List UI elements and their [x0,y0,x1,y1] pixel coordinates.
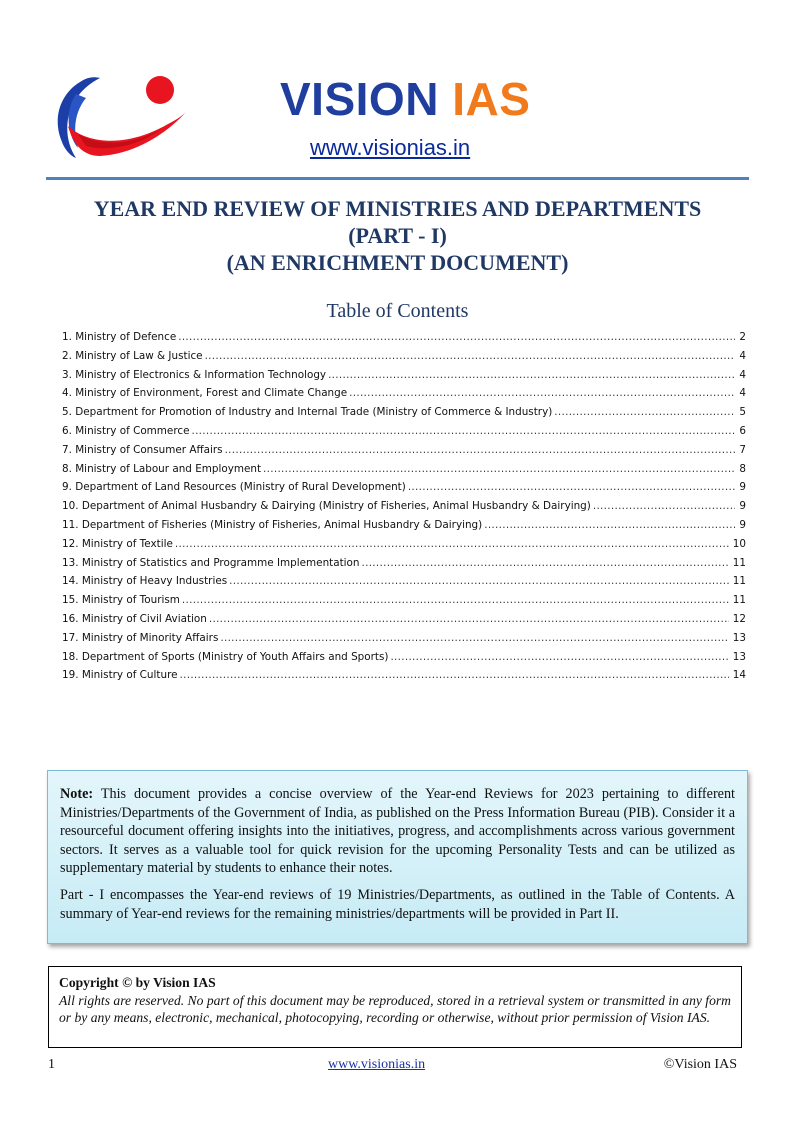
toc-entry-label: 16. Ministry of Civil Aviation [62,612,207,625]
page-number: 1 [48,1057,55,1072]
toc-entry-page: 11 [732,556,746,569]
toc-leader [191,425,735,437]
toc-entry[interactable] [62,500,746,519]
toc-entry-page: 9 [739,500,746,513]
toc-leader [484,519,735,531]
toc-entry-page: 11 [732,594,746,607]
vision-ias-logo [50,64,190,164]
toc-entry-page: 9 [739,518,746,531]
toc-entry-label: 11. Department of Fisheries (Ministry of Fisheries, Animal Husbandry & Dairying) [62,518,483,531]
toc-leader [205,350,736,362]
brand-title [280,74,530,124]
table-of-contents [62,331,746,688]
toc-entry-page: 7 [739,443,746,456]
toc-entry-page: 10 [732,537,746,550]
toc-entry-label: 12. Ministry of Textile [62,537,173,550]
document-title [46,195,749,276]
footer-link[interactable]: www.visionias.in [328,1057,426,1072]
toc-entry[interactable] [62,613,746,632]
title-line-1: YEAR END REVIEW OF MINISTRIES AND DEPARTMENTS [93,196,702,221]
title-line-3: (AN ENRICHMENT DOCUMENT) [226,250,569,275]
note-paragraph-1 [60,785,735,878]
toc-entry[interactable] [62,406,746,425]
toc-leader [362,557,729,569]
toc-leader [220,632,728,644]
toc-leader [229,575,729,587]
toc-entry-label: 13. Ministry of Statistics and Programme Implementation [62,556,360,569]
toc-entry[interactable] [62,519,746,538]
note-paragraph-2: Part - I encompasses the Year-end reviews of 19 Ministries/Departments, as outlined in the Table of Contents. A summary of Year-end reviews for the remaining ministries/departments will be provided in Part II. [60,886,735,922]
toc-leader [554,406,735,418]
header-divider [46,177,749,180]
toc-entry[interactable] [62,575,746,594]
toc-entry[interactable] [62,632,746,651]
toc-leader [178,331,735,343]
toc-entry-label: 2. Ministry of Law & Justice [62,349,203,362]
toc-entry-page: 4 [739,387,746,400]
toc-entry-page: 11 [732,575,746,588]
toc-entry-page: 2 [739,331,746,343]
toc-leader [209,613,729,625]
note-text-1: This document provides a concise overview of the Year-end Reviews for 2023 pertaining to different Ministries/Departments of the Government of India, as published on the Press Information Bureau (PIB). Consider it a resourceful document offering insights into the initiatives, progress, and accomplishments across various government sectors. It serves as a valuable tool for quick revision for the upcoming Personality Tests and can be utilized as supplementary material by students to enhance their notes. [60,786,736,877]
toc-entry[interactable] [62,425,746,444]
toc-entry-label: 8. Ministry of Labour and Employment [62,462,262,475]
copyright-box [48,966,742,1048]
toc-entry-page: 4 [739,349,746,362]
toc-entry[interactable] [62,594,746,613]
toc-entry[interactable] [62,669,746,688]
toc-entry[interactable] [62,481,746,500]
toc-entry[interactable] [62,651,746,670]
toc-entry-label: 1. Ministry of Defence [62,331,177,343]
toc-leader [390,651,728,663]
title-line-2: (PART - I) [348,223,447,248]
toc-entry-label: 14. Ministry of Heavy Industries [62,575,228,588]
toc-entry-label: 4. Ministry of Environment, Forest and Climate Change [62,387,348,400]
toc-leader [225,444,736,456]
brand-vision: VISION [280,73,439,125]
toc-leader [328,369,735,381]
toc-entry-page: 5 [739,406,746,419]
toc-entry-page: 8 [739,462,746,475]
toc-entry-label: 9. Department of Land Resources (Ministry of Rural Development) [62,481,406,494]
toc-leader [175,538,729,550]
toc-entry-label: 5. Department for Promotion of Industry and Internal Trade (Ministry of Commerce & Industry) [62,406,553,419]
toc-entry-page: 13 [732,631,746,644]
copyright-title: Copyright © by Vision IAS [59,975,216,990]
toc-leader [349,387,735,399]
toc-entry-label: 7. Ministry of Consumer Affairs [62,443,223,456]
toc-entry[interactable] [62,350,746,369]
toc-entry-page: 14 [732,669,746,682]
toc-entry-page: 4 [739,368,746,381]
toc-entry[interactable] [62,369,746,388]
toc-entry-page: 13 [732,650,746,663]
toc-entry-label: 15. Ministry of Tourism [62,594,180,607]
toc-entry[interactable] [62,538,746,557]
website-link[interactable]: www.visionias.in [310,135,471,160]
toc-entry-page: 6 [739,424,746,437]
toc-entry[interactable] [62,463,746,482]
toc-entry-label: 6. Ministry of Commerce [62,424,190,437]
page-footer [46,1057,749,1075]
toc-entry-label: 19. Ministry of Culture [62,669,178,682]
toc-leader [593,500,736,512]
toc-entry-label: 3. Ministry of Electronics & Information Technology [62,368,327,381]
toc-heading: Table of Contents [326,300,469,322]
copyright-body: All rights are reserved. No part of this document may be reproduced, stored in a retrieval system or transmitted in any form or by any means, electronic, mechanical, photocopying, recording or otherwise, without prior permission of Vision IAS. [59,992,731,1026]
note-label: Note: [60,786,94,802]
toc-entry[interactable] [62,557,746,576]
toc-entry[interactable] [62,444,746,463]
footer-copyright: ©Vision IAS [663,1057,737,1072]
toc-leader [263,463,735,475]
note-box [47,770,748,944]
toc-entry-label: 18. Department of Sports (Ministry of Youth Affairs and Sports) [62,650,389,663]
toc-entry-page: 9 [739,481,746,494]
brand-ias: IAS [452,73,531,125]
toc-leader [182,594,729,606]
toc-entry[interactable] [62,387,746,406]
toc-entry-page: 12 [732,612,746,625]
toc-entry-label: 10. Department of Animal Husbandry & Dairying (Ministry of Fisheries, Animal Husbandry & Dairying) [62,500,591,513]
toc-entry[interactable] [62,331,746,350]
toc-leader [180,669,729,681]
toc-entry-label: 17. Ministry of Minority Affairs [62,631,219,644]
toc-leader [408,481,736,493]
